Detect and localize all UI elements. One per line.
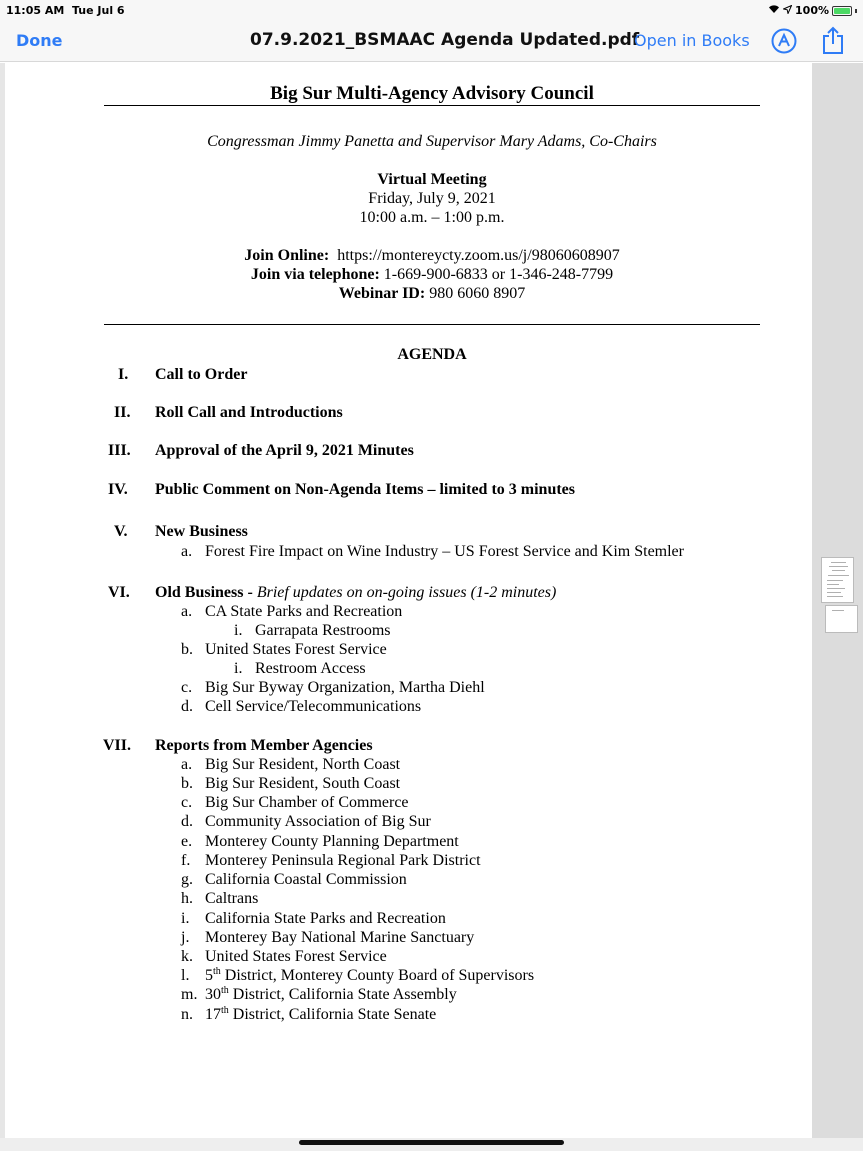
sub-letter: b. [181, 641, 193, 658]
share-icon[interactable] [820, 26, 846, 56]
old-business-item: Big Sur Byway Organization, Martha Diehl [205, 679, 485, 696]
item-public-comment: Public Comment on Non-Agenda Items – limited to 3 minutes [155, 481, 575, 498]
new-business-item: Forest Fire Impact on Wine Industry – US Forest Service and Kim Stemler [205, 543, 684, 560]
report-item: Monterey County Planning Department [205, 833, 459, 850]
item-number: II. [114, 404, 131, 421]
report-item: Monterey Peninsula Regional Park District [205, 852, 481, 869]
item-new-business: New Business [155, 523, 248, 540]
sub-letter: l. [181, 967, 190, 984]
agenda-heading: AGENDA [397, 346, 467, 363]
report-item: California Coastal Commission [205, 871, 407, 888]
clock: 11:05 AM [6, 4, 65, 17]
sub-letter: a. [181, 603, 193, 620]
report-item: Big Sur Resident, South Coast [205, 775, 401, 792]
battery-percent: 100% [795, 4, 829, 17]
old-business-item: Cell Service/Telecommunications [205, 698, 422, 715]
report-item: Big Sur Resident, North Coast [205, 756, 401, 773]
sub-letter: m. [181, 986, 198, 1003]
zoom-link[interactable]: https://montereycty.zoom.us/j/98060608907 [337, 247, 620, 264]
status-indicators [768, 4, 857, 17]
item-old-business: Old Business - Brief updates on on-going issues (1-2 minutes) [155, 584, 557, 601]
location-icon [783, 4, 792, 17]
header-rule [104, 324, 760, 325]
done-button[interactable]: Done [16, 31, 63, 50]
item-number: VI. [108, 584, 130, 601]
sub-letter: a. [181, 756, 193, 773]
sub-sub-letter: i. [234, 622, 243, 639]
meeting-type: Virtual Meeting [377, 171, 487, 188]
join-phone: Join via telephone: 1-669-900-6833 or 1-346-248-7799 [250, 266, 614, 283]
sub-letter: e. [181, 833, 193, 850]
report-item: United States Forest Service [205, 948, 387, 965]
report-item: Community Association of Big Sur [205, 813, 431, 830]
old-business-item: CA State Parks and Recreation [205, 603, 403, 620]
home-indicator[interactable] [299, 1140, 564, 1145]
sub-letter: c. [181, 794, 193, 811]
status-bar [0, 0, 863, 22]
sub-letter: d. [181, 813, 193, 830]
old-business-item: United States Forest Service [205, 641, 387, 658]
sub-letter: h. [181, 890, 193, 907]
item-roll-call: Roll Call and Introductions [155, 404, 343, 421]
sub-letter: b. [181, 775, 193, 792]
old-business-subitem: Restroom Access [255, 660, 366, 677]
sub-letter: j. [181, 929, 190, 946]
join-online: Join Online: https://montereycty.zoom.us/j/98060608907 [244, 247, 620, 264]
co-chairs: Congressman Jimmy Panetta and Supervisor Mary Adams, Co-Chairs [207, 133, 657, 150]
wifi-icon [768, 4, 780, 17]
document-title: 07.9.2021_BSMAAC Agenda Updated.pdf [250, 30, 640, 50]
meeting-date: Friday, July 9, 2021 [368, 190, 496, 207]
sub-letter: k. [181, 948, 193, 965]
council-title: Big Sur Multi-Agency Advisory Council [270, 83, 594, 104]
sub-letter: d. [181, 698, 193, 715]
item-call-to-order: Call to Order [155, 366, 248, 383]
sub-letter: f. [181, 852, 191, 869]
old-business-subitem: Garrapata Restrooms [255, 622, 391, 639]
report-item: 30th District, California State Assembly [205, 985, 457, 1003]
sub-letter: a. [181, 543, 193, 560]
report-item: Big Sur Chamber of Commerce [205, 794, 409, 811]
title-rule [104, 105, 760, 106]
markup-icon[interactable] [770, 27, 798, 55]
report-item: Caltrans [205, 890, 259, 907]
item-number: V. [114, 523, 128, 540]
item-number: III. [108, 442, 131, 459]
sub-letter: i. [181, 910, 190, 927]
page-thumbnail-2[interactable] [825, 605, 858, 633]
meeting-time: 10:00 a.m. – 1:00 p.m. [359, 209, 505, 226]
page-thumbnail-1[interactable] [821, 557, 854, 603]
item-number: I. [118, 366, 129, 383]
date: Tue Jul 6 [71, 4, 125, 17]
item-approval-minutes: Approval of the April 9, 2021 Minutes [155, 442, 414, 459]
battery-icon [832, 6, 852, 16]
sub-letter: g. [181, 871, 193, 888]
sub-sub-letter: i. [234, 660, 243, 677]
open-in-books-button[interactable]: Open in Books [634, 31, 750, 50]
report-item: California State Parks and Recreation [205, 910, 446, 927]
status-time [6, 4, 125, 17]
sub-letter: n. [181, 1006, 193, 1023]
item-number: IV. [108, 481, 128, 498]
item-reports: Reports from Member Agencies [155, 737, 373, 754]
report-item: 5th District, Monterey County Board of Supervisors [205, 966, 535, 984]
toolbar [0, 22, 863, 62]
webinar-id: Webinar ID: 980 6060 8907 [338, 285, 526, 302]
report-item: Monterey Bay National Marine Sanctuary [205, 929, 475, 946]
report-item: 17th District, California State Senate [205, 1005, 437, 1023]
item-number: VII. [103, 737, 132, 754]
sub-letter: c. [181, 679, 193, 696]
